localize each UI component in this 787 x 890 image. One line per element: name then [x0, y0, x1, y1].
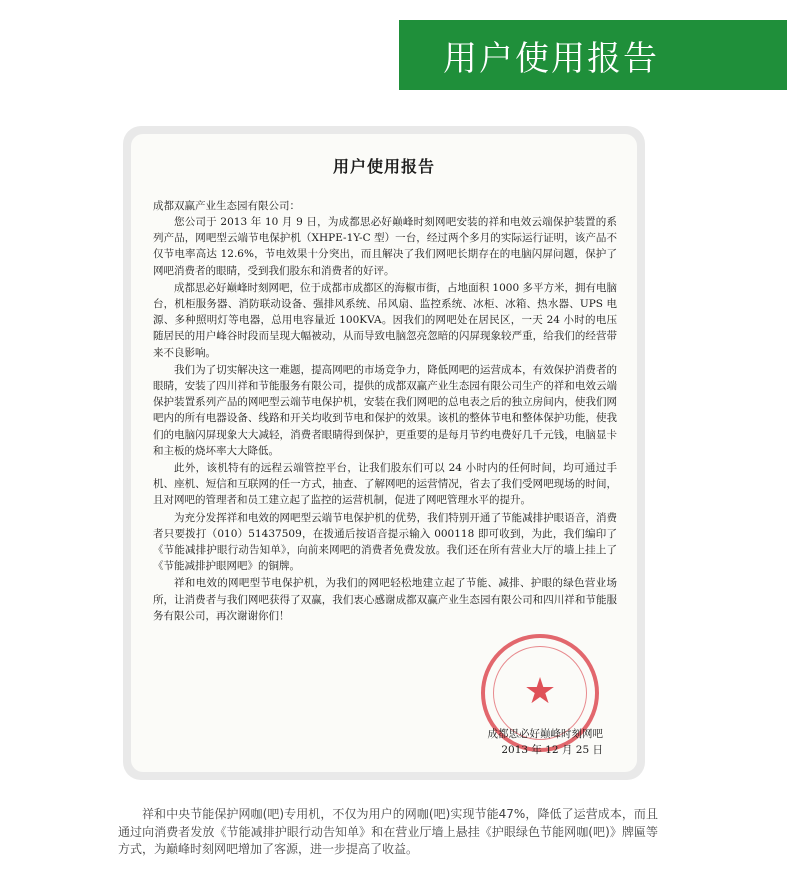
report-salutation: 成都双赢产业生态园有限公司： [153, 200, 300, 212]
report-paragraph: 我们为了切实解决这一难题，提高网吧的市场竞争力，降低网吧的运营成本，有效保护消费者的眼睛，安装了四川祥和节能服务有限公司，提供的成都双赢产业生态园有限公司生产的祥和电效云端保护装置系列产品的网吧型云端节电保护机，安装在我们网吧的总电表之后的独立房间内，使我们网吧内的所有电器设备、线路和开关均收到节电和保护的效果。该机的整体节电和整体保护功能，使我们的电脑闪屏现象大大减轻，消费者眼睛得到保护，更重要的是每月节约电费好几千元钱，电脑显卡和主板的烧坏率大大降低。 [153, 363, 617, 457]
report-body [153, 198, 617, 625]
report-signature [488, 726, 604, 758]
seal-star-icon: ★ [523, 671, 557, 712]
report-paragraph: 祥和电效的网吧型节电保护机，为我们的网吧轻松地建立起了节能、减排、护眼的绿色营业场所，让消费者与我们网吧获得了双赢，我们衷心感谢成都双赢产业生态园有限公司和四川祥和节能服务有限公司，再次谢谢你们！ [153, 577, 617, 622]
image-caption: 祥和中央节能保护网咖(吧)专用机，不仅为用户的网咖(吧)实现节能47%，降低了运营成本，而且通过向消费者发放《节能减排护眼行动告知单》和在营业厅墙上悬挂《护眼绿色节能网咖(吧)》牌匾等方式，为巅峰时刻网吧增加了客源，进一步提高了收益。 [118, 807, 658, 856]
report-title: 用户使用报告 [332, 157, 435, 176]
report-paragraph: 此外，该机特有的远程云端管控平台，让我们股东们可以 24 小时内的任何时间，均可通过手机、座机、短信和互联网的任一方式，抽查、了解网吧的运营情况，省去了我们受网吧现场的时间，且对网吧的管理者和员工建立起了监控的运营机制，促进了网吧管理水平的提升。 [153, 462, 617, 507]
banner-title: 用户使用报告 [443, 38, 659, 79]
report-paragraph: 成都思必好巅峰时刻网吧，位于成都市成都区的海椒市街，占地面积 1000 多平方米，拥有电脑 台，机柜服务器、消防联动设备、强排风系统、吊风扇、监控系统、冰柜、冰箱、热水器、UPS 电源、多种照明灯等电器，总用电容量近 100KVA。因我们的网吧处在居民区，一天 24 小时的电压随居民的用户峰谷时段而呈现大幅被动，从而导致电脑忽亮忽暗的闪屏现象较严重，给我们的经营带来不良影响。 [153, 281, 617, 359]
page-banner [399, 20, 787, 90]
report-frame [123, 126, 645, 780]
report-paragraph: 您公司于 2013 年 10 月 9 日，为成都思必好巅峰时刻网吧安装的祥和电效云端保护装置的系列产品，网吧型云端节电保护机（XHPE-1Y-C 型）一台，经过两个多月的实际运行证明，该产品不仅节电率高达 12.6%，节电效果十分突出，而且解决了我们网吧长期存在的电脑闪屏问题，保护了网吧消费者的眼睛，受到我们股东和消费者的好评。 [153, 216, 617, 277]
signature-org: 成都思必好巅峰时刻网吧 [487, 728, 603, 740]
scanned-report [131, 134, 637, 772]
signature-date: 2013 年 12 月 25 日 [501, 744, 603, 756]
report-paragraph: 为充分发挥祥和电效的网吧型云端节电保护机的优势，我们特别开通了节能减排护眼语音，消费者只要拨打（010）51437509，在拨通后按语音提示输入 000118 即可收到，为此，我们编印了《节能减排护眼行动告知单》，向前来网吧的消费者免费发放。我们还在所有营业大厅的墙上挂上了《节能减排护眼网吧》的铜牌。 [153, 511, 617, 573]
